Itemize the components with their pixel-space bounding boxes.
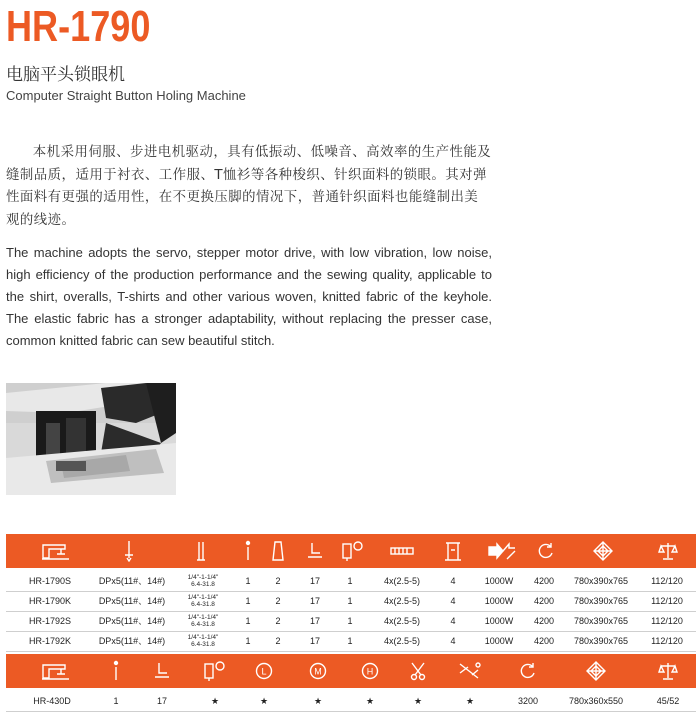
h-size-icon [356,658,384,684]
machine-icon [36,658,76,684]
svg-text:H: H [366,666,374,677]
description-en: The machine adopts the servo, stepper motor drive, with low vibration, low noise, high efficiency of the production performance and the sewing quality, applicable to the shirt, overalls, T-shirts and other various woven, knitted fabric of the keyhole. The elastic fabric has a stronger adaptability, without replacing the presser case, common knitted fabric can sew beautiful stitch. [6,245,492,348]
thread-spool-icon [264,538,292,564]
description-cn: 本机采用伺服、步进电机驱动，具有低振动、低噪音、高效率的生产性能及缝制品质，适用于衬衣、工作服、T恤衫等各种梭织、针织面料的锁眼。其对弹性面料有更强的适用性，在不更换压脚的情况下，普通针织面料也能缝制出美观的线迹。 [6,145,492,228]
product-name-cn: 电脑平头锁眼机 [6,65,125,85]
speed-icon [534,538,558,564]
thread-tension-icon [198,658,232,684]
model-title: HR-1790 [6,2,151,51]
thread-cutter-icon [454,658,486,684]
needle-count-icon [234,538,262,564]
stroke-icon [186,538,216,564]
thread-tension-icon [336,538,370,564]
presser-foot-icon [301,538,329,564]
table-row: HR-1792S DPx5(11#、14#) 1/4"-1-1/4" 6.4-31.8 1 2 17 1 4x(2.5-5) 4 1000W 4200 780x390x765 112/120 [6,612,696,632]
dimensions-icon [584,658,608,684]
cutter-length-icon [384,538,420,564]
spec-table-1-header [6,534,696,568]
presser-foot-icon [148,658,176,684]
weight-icon [656,538,680,564]
svg-text:M: M [314,666,322,677]
height-icon [438,538,468,564]
machine-icon [36,538,76,564]
motor-power-icon [484,538,520,564]
svg-text:L: L [261,666,267,677]
table-row: HR-430D 1 17 ★ ★ ★ ★ ★ ★ 3200 780x360x550 45/52 [6,692,696,712]
machine-photo [6,383,176,495]
table-row: HR-1792K DPx5(11#、14#) 1/4"-1-1/4" 6.4-31.8 1 2 17 1 4x(2.5-5) 4 1000W 4200 780x390x765 112/120 [6,632,696,652]
scissors-icon [404,658,432,684]
speed-icon [516,658,540,684]
spec-table-2-header [6,654,696,688]
m-size-icon [304,658,332,684]
needle-icon [114,538,144,564]
product-name-en: Computer Straight Button Holing Machine [6,88,246,103]
dimensions-icon [591,538,615,564]
table-row: HR-1790S DPx5(11#、14#) 1/4"-1-1/4" 6.4-31.8 1 2 17 1 4x(2.5-5) 4 1000W 4200 780x390x765 112/120 [6,572,696,592]
table-row: HR-1790K DPx5(11#、14#) 1/4"-1-1/4" 6.4-31.8 1 2 17 1 4x(2.5-5) 4 1000W 4200 780x390x765 112/120 [6,592,696,612]
l-size-icon [250,658,278,684]
weight-icon [656,658,680,684]
needle-count-icon [104,658,128,684]
